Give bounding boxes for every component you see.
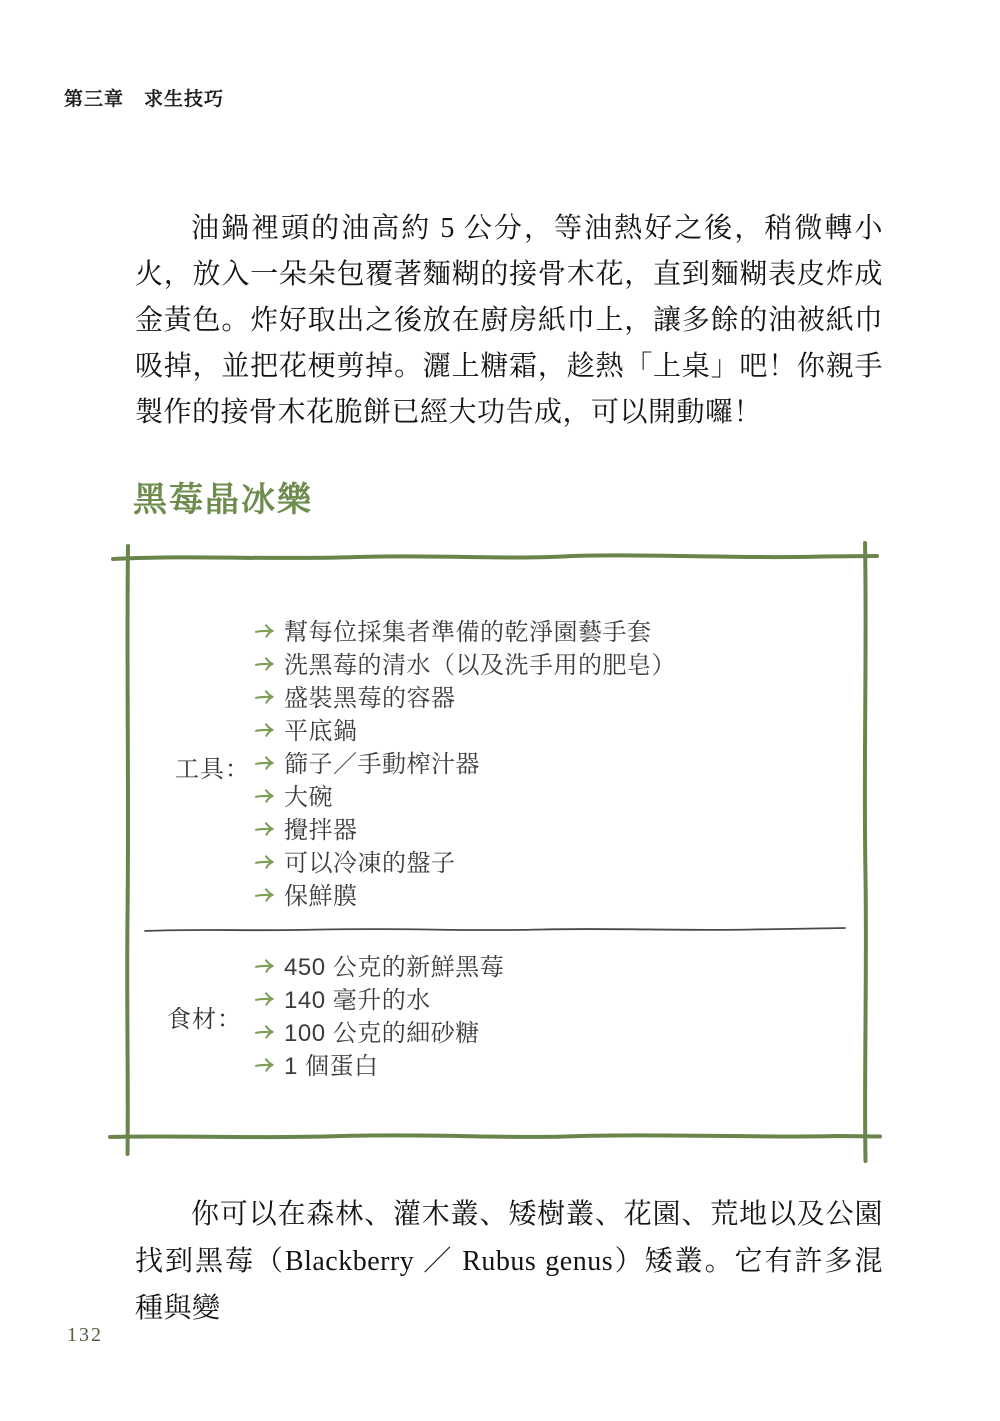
ingredients-list [254, 948, 504, 1080]
list-item-label: 洗黑莓的清水（以及洗手用的肥皂） [284, 652, 676, 679]
list-item [254, 712, 676, 745]
outro-paragraph: 你可以在森林、灌木叢、矮樹叢、花園、荒地以及公園找到黑莓（Blackberry ／ Rubus genus）矮叢。它有許多混種與變 [135, 1199, 883, 1324]
list-item-label: 450 公克的新鮮黑莓 [284, 954, 505, 981]
list-item-label: 140 毫升的水 [284, 987, 431, 1014]
list-item [254, 745, 676, 778]
arrow-bullet-icon [254, 990, 277, 1007]
arrow-bullet-icon [254, 820, 277, 837]
list-item [254, 981, 504, 1014]
list-item-label: 篩子／手動榨汁器 [284, 751, 480, 778]
tools-label: 工具： [175, 756, 250, 783]
arrow-bullet-icon [254, 721, 277, 738]
section-divider [142, 922, 848, 938]
list-item [254, 844, 676, 877]
list-item-label: 保鮮膜 [284, 883, 358, 910]
list-item-label: 平底鍋 [284, 718, 358, 745]
list-item [254, 948, 504, 981]
arrow-bullet-icon [254, 754, 277, 771]
list-item-label: 盛裝黑莓的容器 [284, 685, 456, 712]
arrow-bullet-icon [254, 688, 277, 705]
list-item-label: 攪拌器 [284, 817, 358, 844]
list-item [254, 1047, 504, 1080]
arrow-bullet-icon [254, 957, 277, 974]
arrow-bullet-icon [254, 787, 277, 804]
list-item [254, 646, 676, 679]
list-item-label: 可以冷凍的盤子 [284, 850, 456, 877]
running-header: 第三章 求生技巧 [64, 89, 225, 110]
list-item-label: 大碗 [284, 784, 333, 811]
list-item [254, 613, 676, 646]
list-item-label: 1 個蛋白 [284, 1053, 379, 1080]
recipe-title: 黑莓晶冰樂 [133, 482, 313, 519]
list-item-label: 幫每位採集者準備的乾淨園藝手套 [284, 619, 652, 646]
arrow-bullet-icon [254, 853, 277, 870]
ingredients-label: 食材： [167, 1006, 242, 1033]
intro-paragraph: 油鍋裡頭的油高約 5 公分，等油熱好之後，稍微轉小火，放入一朵朵包覆著麵糊的接骨木花，直到麵糊表皮炸成金黃色。炸好取出之後放在廚房紙巾上，讓多餘的油被紙巾吸掉，並把花梗剪掉。灑上糖霜，趁熱「上桌」吧！你親手製作的接骨木花脆餅已經大功告成，可以開動囉！ [135, 213, 883, 428]
list-item-label: 100 公克的細砂糖 [284, 1020, 480, 1047]
list-item [254, 811, 676, 844]
list-item [254, 778, 676, 811]
arrow-bullet-icon [254, 655, 277, 672]
list-item [254, 1014, 504, 1047]
arrow-bullet-icon [254, 886, 277, 903]
tools-list [254, 613, 676, 910]
list-item [254, 877, 676, 910]
arrow-bullet-icon [254, 622, 277, 639]
page-number: 132 [67, 1324, 103, 1346]
list-item [254, 679, 676, 712]
arrow-bullet-icon [254, 1023, 277, 1040]
arrow-bullet-icon [254, 1056, 277, 1073]
